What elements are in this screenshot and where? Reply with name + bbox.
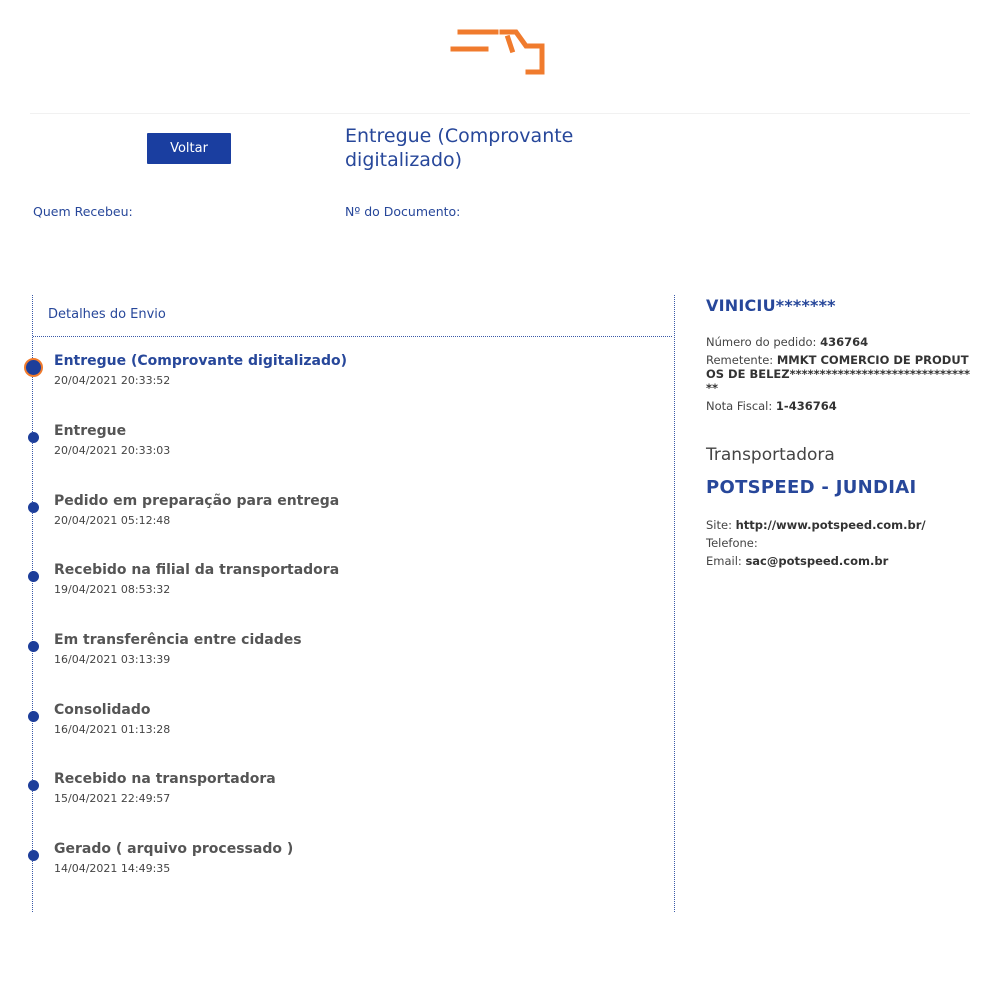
- timeline-event: [26, 493, 626, 533]
- receiver-label: Quem Recebeu:: [33, 204, 133, 219]
- timeline-dot-icon: [28, 711, 39, 722]
- carrier-site: [706, 518, 976, 532]
- fast-delivery-logo-icon: [450, 24, 550, 80]
- phone-label: Telefone:: [706, 536, 758, 550]
- event-time: 20/04/2021 05:12:48: [54, 514, 171, 527]
- timeline-dot-icon: [28, 432, 39, 443]
- event-label: Consolidado: [54, 702, 151, 718]
- event-label: Recebido na transportadora: [54, 771, 276, 787]
- email-label: Email:: [706, 554, 742, 568]
- timeline-event: [26, 702, 626, 742]
- event-time: 16/04/2021 01:13:28: [54, 723, 171, 736]
- event-time: 14/04/2021 14:49:35: [54, 862, 171, 875]
- carrier-heading: Transportadora: [706, 445, 835, 465]
- timeline-dot-icon: [28, 502, 39, 513]
- timeline-event: [26, 353, 626, 393]
- timeline-header-rule: [33, 336, 672, 337]
- event-label: Pedido em preparação para entrega: [54, 493, 340, 509]
- order-number-value: 436764: [820, 335, 869, 349]
- invoice: [706, 399, 976, 413]
- event-label: Gerado ( arquivo processado ): [54, 841, 294, 857]
- sender-value: MMKT COMERCIO DE PRODUTOS DE BELEZ********************************: [706, 353, 971, 395]
- event-label: Recebido na filial da transportadora: [54, 562, 340, 578]
- timeline-dot-icon: [28, 850, 39, 861]
- timeline-dot-icon: [28, 571, 39, 582]
- event-label: Em transferência entre cidades: [54, 632, 302, 648]
- site-label: Site:: [706, 518, 732, 532]
- timeline-event: [26, 771, 626, 811]
- document-number-label: Nº do Documento:: [345, 204, 461, 219]
- event-time: 15/04/2021 22:49:57: [54, 792, 171, 805]
- top-divider: [30, 113, 970, 114]
- invoice-value: 1-436764: [775, 399, 837, 413]
- email-link[interactable]: sac@potspeed.com.br: [745, 554, 889, 568]
- timeline-event: [26, 841, 626, 881]
- invoice-label: Nota Fiscal:: [706, 399, 773, 413]
- event-time: 19/04/2021 08:53:32: [54, 583, 171, 596]
- event-time: 20/04/2021 20:33:52: [54, 374, 171, 387]
- event-label: Entregue (Comprovante digitalizado): [54, 353, 348, 369]
- order-info-panel: [706, 296, 976, 572]
- timeline-title: Detalhes do Envio: [48, 307, 166, 322]
- back-button[interactable]: Voltar: [147, 133, 231, 164]
- timeline-dot-icon: [28, 780, 39, 791]
- carrier-email: [706, 554, 976, 568]
- recipient-name: VINICIU*******: [706, 296, 836, 315]
- order-number: [706, 335, 976, 349]
- timeline-event: [26, 562, 626, 602]
- carrier-name: POTSPEED - JUNDIAI: [706, 477, 917, 498]
- event-time: 16/04/2021 03:13:39: [54, 653, 171, 666]
- order-number-label: Número do pedido:: [706, 335, 817, 349]
- event-label: Entregue: [54, 423, 127, 439]
- timeline-event: [26, 632, 626, 672]
- event-time: 20/04/2021 20:33:03: [54, 444, 171, 457]
- timeline-dot-icon: [24, 358, 43, 377]
- sender-label: Remetente:: [706, 353, 774, 367]
- carrier-phone: [706, 536, 976, 550]
- sender: [706, 353, 976, 395]
- timeline-event: [26, 423, 626, 463]
- timeline-dot-icon: [28, 641, 39, 652]
- status-title: Entregue (Comprovante digitalizado): [345, 125, 574, 171]
- site-link[interactable]: http://www.potspeed.com.br/: [735, 518, 926, 532]
